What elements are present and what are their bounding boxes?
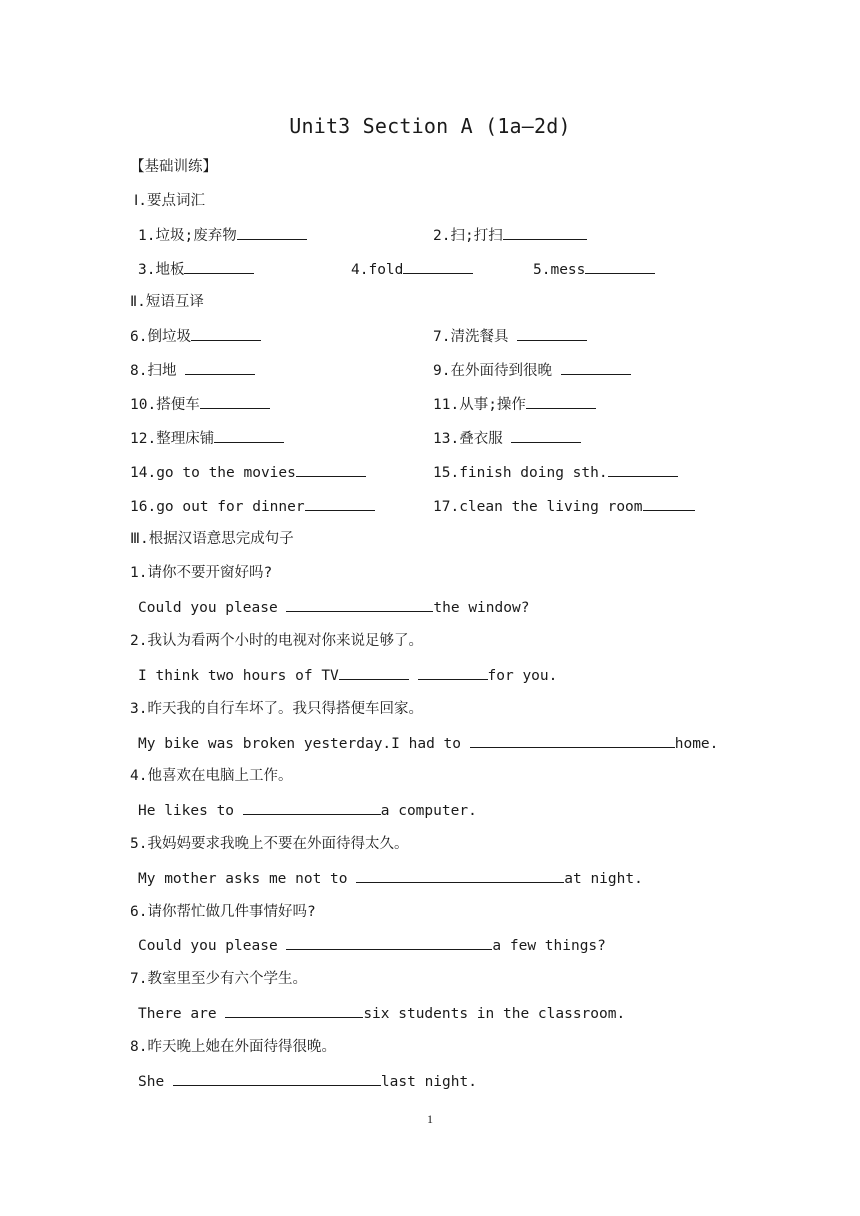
sentence-cn-5: 5.我妈妈要求我晚上不要在外面待得太久。: [130, 836, 409, 852]
part3-heading: Ⅲ.根据汉语意思完成句子: [130, 531, 294, 547]
phrase-item-12: [130, 428, 284, 449]
sentence-text: She: [138, 1074, 173, 1090]
sentence-text: for you.: [487, 668, 558, 684]
sentence-text: [409, 668, 418, 684]
vocab-item-label: 5.mess: [533, 262, 586, 278]
phrase-item-label: 17.clean the living room: [433, 499, 643, 515]
sentence-en-4: [138, 800, 477, 821]
sentence-en-7: [138, 1003, 625, 1024]
answer-blank[interactable]: [237, 225, 307, 240]
phrase-item-label: 11.从事;操作: [433, 397, 526, 413]
answer-blank[interactable]: [356, 868, 564, 883]
sentence-cn-7: 7.教室里至少有六个学生。: [130, 971, 307, 987]
sentence-cn-4: 4.他喜欢在电脑上工作。: [130, 768, 293, 784]
phrase-item-label: 12.整理床铺: [130, 431, 215, 447]
phrase-item-label: 15.finish doing sth.: [433, 465, 608, 481]
phrase-item-11: [433, 394, 596, 415]
answer-blank[interactable]: [243, 800, 381, 815]
answer-blank[interactable]: [418, 665, 488, 680]
sentence-text: at night.: [564, 871, 643, 887]
sentence-cn-2: 2.我认为看两个小时的电视对你来说足够了。: [130, 633, 423, 649]
sentence-cn-3: 3.昨天我的自行车坏了。我只得搭便车回家。: [130, 701, 423, 717]
phrase-item-label: 7.清洗餐具: [433, 329, 518, 345]
sentence-text: Could you please: [138, 938, 287, 954]
sentence-en-5: [138, 868, 643, 889]
sentence-en-8: [138, 1071, 477, 1092]
sentence-text: Could you please: [138, 600, 287, 616]
phrase-item-label: 13.叠衣服: [433, 431, 512, 447]
vocab-item-2: [433, 225, 587, 246]
sentence-text: last night.: [380, 1074, 477, 1090]
sentence-cn-1: 1.请你不要开窗好吗?: [130, 565, 273, 581]
answer-blank[interactable]: [403, 259, 473, 274]
phrase-item-10: [130, 394, 270, 415]
sentence-text: a few things?: [492, 938, 606, 954]
answer-blank[interactable]: [225, 1003, 363, 1018]
phrase-item-6: [130, 326, 261, 347]
answer-blank[interactable]: [517, 326, 587, 341]
sentence-text: home.: [674, 736, 719, 752]
sentence-text: a computer.: [380, 803, 477, 819]
phrase-item-17: [433, 496, 695, 517]
answer-blank[interactable]: [339, 665, 409, 680]
answer-blank[interactable]: [643, 496, 695, 511]
vocab-item-5: [533, 259, 655, 280]
basic-training-header: 【基础训练】: [130, 159, 217, 175]
answer-blank[interactable]: [470, 733, 675, 748]
answer-blank[interactable]: [503, 225, 587, 240]
answer-blank[interactable]: [286, 935, 492, 950]
answer-blank[interactable]: [173, 1071, 381, 1086]
phrase-item-13: [433, 428, 581, 449]
answer-blank[interactable]: [526, 394, 596, 409]
vocab-item-label: 4.fold: [351, 262, 404, 278]
answer-blank[interactable]: [608, 462, 678, 477]
phrase-item-label: 16.go out for dinner: [130, 499, 305, 515]
sentence-text: My mother asks me not to: [138, 871, 357, 887]
sentence-en-1: [138, 597, 529, 618]
phrase-item-8: [130, 360, 255, 381]
sentence-text: He likes to: [138, 803, 243, 819]
sentence-text: the window?: [433, 600, 530, 616]
vocab-item-4: [351, 259, 473, 280]
vocab-item-label: 1.垃圾;废弃物: [138, 228, 237, 244]
phrase-item-label: 9.在外面待到很晚: [433, 363, 561, 379]
vocab-item-3: [138, 259, 254, 280]
part2-heading: Ⅱ.短语互译: [130, 294, 204, 310]
phrase-item-label: 8.扫地: [130, 363, 186, 379]
phrase-item-14: [130, 462, 366, 483]
sentence-en-2: [138, 665, 557, 686]
vocab-item-label: 2.扫;打扫: [433, 228, 503, 244]
phrase-item-16: [130, 496, 375, 517]
answer-blank[interactable]: [305, 496, 375, 511]
vocab-item-label: 3.地板: [138, 262, 185, 278]
answer-blank[interactable]: [286, 597, 433, 612]
phrase-item-15: [433, 462, 678, 483]
answer-blank[interactable]: [184, 259, 254, 274]
sentence-cn-8: 8.昨天晚上她在外面待得很晚。: [130, 1039, 336, 1055]
sentence-text: I think two hours of TV: [138, 668, 339, 684]
answer-blank[interactable]: [511, 428, 581, 443]
phrase-item-label: 14.go to the movies: [130, 465, 296, 481]
part1-heading: Ⅰ.要点词汇: [134, 193, 206, 209]
sentence-en-6: [138, 935, 606, 956]
answer-blank[interactable]: [185, 360, 255, 375]
sentence-text: six students in the classroom.: [363, 1006, 626, 1022]
answer-blank[interactable]: [191, 326, 261, 341]
answer-blank[interactable]: [585, 259, 655, 274]
sentence-en-3: [138, 733, 718, 754]
page-number: 1: [427, 1112, 433, 1126]
phrase-item-9: [433, 360, 631, 381]
answer-blank[interactable]: [296, 462, 366, 477]
answer-blank[interactable]: [214, 428, 284, 443]
answer-blank[interactable]: [561, 360, 631, 375]
answer-blank[interactable]: [200, 394, 270, 409]
sentence-cn-6: 6.请你帮忙做几件事情好吗?: [130, 904, 316, 920]
phrase-item-7: [433, 326, 587, 347]
vocab-item-1: [138, 225, 307, 246]
sentence-text: There are: [138, 1006, 226, 1022]
phrase-item-label: 6.倒垃圾: [130, 329, 191, 345]
phrase-item-label: 10.搭便车: [130, 397, 200, 413]
page-title: Unit3 Section A (1a—2d): [289, 114, 571, 138]
sentence-text: My bike was broken yesterday.I had to: [138, 736, 470, 752]
